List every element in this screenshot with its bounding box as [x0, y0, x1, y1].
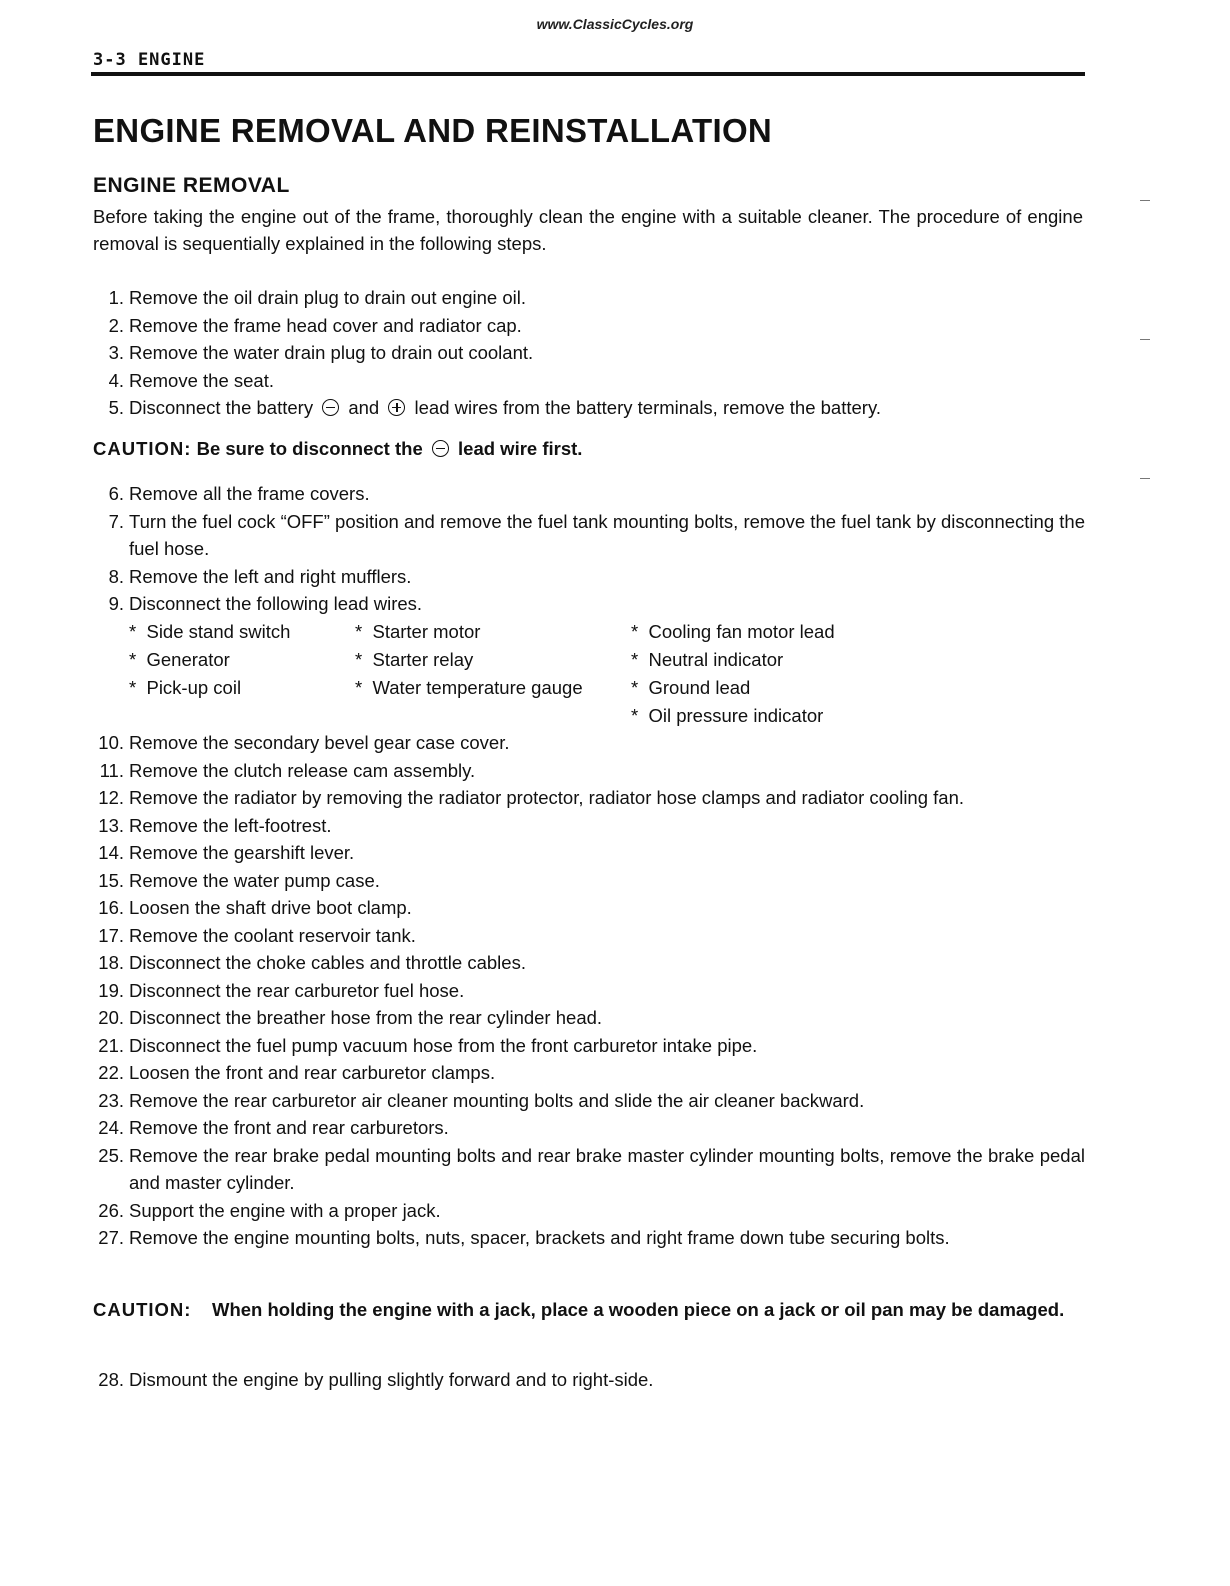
- step-number: 27.: [98, 1227, 124, 1248]
- steps-list-b: [93, 480, 1085, 618]
- source-url: www.ClassicCycles.org: [536, 16, 694, 32]
- step-text: and: [348, 397, 380, 418]
- list-item: [93, 284, 1085, 312]
- step-text: Remove the left-footrest.: [129, 814, 332, 836]
- step-number: 20.: [98, 1007, 124, 1028]
- step-number: 25.: [98, 1144, 124, 1166]
- lead-wire-column: [129, 618, 290, 702]
- section-label: 3-3 ENGINE: [93, 50, 206, 70]
- lead-wire-item: * Water temperature gauge: [355, 674, 583, 702]
- list-item: [93, 922, 1085, 950]
- lead-wire-column: [631, 618, 835, 730]
- caution-text: lead wire first.: [458, 438, 583, 459]
- intro-paragraph: Before taking the engine out of the frame, thoroughly clean the engine with a suitable cleaner. The procedure of engine removal is sequentially explained in the following steps.: [93, 206, 1083, 254]
- caution-label: CAUTION:: [93, 1299, 192, 1320]
- step-number: 28.: [98, 1369, 124, 1390]
- step-text: Remove the water drain plug to drain out coolant.: [129, 342, 534, 363]
- list-item: [93, 1004, 1085, 1032]
- step-text: Remove the rear brake pedal mounting bolts and rear brake master cylinder mounting bolts, remove the brake pedal and master cylinder.: [129, 1144, 1085, 1193]
- step-text: Disconnect the battery: [129, 397, 314, 418]
- list-item: [93, 508, 1085, 563]
- step-text: Remove the frame head cover and radiator cap.: [129, 314, 522, 336]
- page-title: ENGINE REMOVAL AND REINSTALLATION: [93, 112, 773, 149]
- step-number: 22.: [98, 1062, 124, 1083]
- step-text: Disconnect the breather hose from the rear cylinder head.: [129, 1007, 603, 1028]
- step-text: lead wires from the battery terminals, remove the battery.: [414, 397, 881, 418]
- list-item: [93, 1114, 1085, 1142]
- list-item: [93, 729, 1085, 757]
- step-number: 4.: [108, 369, 124, 391]
- steps-list-d: [93, 1366, 1085, 1394]
- step-text: Loosen the front and rear carburetor clamps.: [129, 1062, 496, 1083]
- step-text: Disconnect the rear carburetor fuel hose.: [129, 979, 465, 1001]
- section-subtitle: ENGINE REMOVAL: [93, 174, 290, 197]
- list-item: [93, 394, 1085, 422]
- step-number: 14.: [98, 842, 124, 863]
- list-item: [93, 894, 1085, 922]
- step-text: Remove the gearshift lever.: [129, 842, 355, 863]
- lead-wire-item: * Starter motor: [355, 618, 583, 646]
- step-number: 13.: [98, 814, 124, 836]
- step-text: Remove the rear carburetor air cleaner mounting bolts and slide the air cleaner backward.: [129, 1089, 865, 1111]
- margin-mark: [1140, 478, 1150, 479]
- list-item: [93, 784, 1085, 812]
- caution-note: [93, 1296, 1085, 1323]
- lead-wire-item: * Ground lead: [631, 674, 835, 702]
- minus-terminal-icon: [432, 440, 449, 457]
- step-number: 12.: [98, 787, 124, 808]
- list-item: [93, 1032, 1085, 1060]
- list-item: [93, 757, 1085, 785]
- lead-wire-item: * Side stand switch: [129, 618, 290, 646]
- list-item: [93, 590, 1085, 618]
- list-item: [93, 563, 1085, 591]
- steps-list-c: [93, 729, 1085, 1252]
- lead-wire-item: * Oil pressure indicator: [631, 702, 835, 730]
- step-number: 11.: [99, 759, 124, 781]
- caution-label: CAUTION:: [93, 438, 192, 459]
- step-number: 3.: [108, 342, 124, 363]
- step-text: Remove the engine mounting bolts, nuts, spacer, brackets and right frame down tube securing bolts.: [129, 1227, 950, 1248]
- margin-mark: [1140, 200, 1150, 201]
- step-text: Turn the fuel cock “OFF” position and remove the fuel tank mounting bolts, remove the fuel tank by disconnecting the fuel hose.: [129, 510, 1085, 559]
- step-number: 7.: [108, 510, 124, 532]
- step-number: 15.: [98, 869, 124, 891]
- step-text: Remove the clutch release cam assembly.: [129, 759, 476, 781]
- list-item: [93, 367, 1085, 395]
- list-item: [93, 1087, 1085, 1115]
- step-text: Remove the left and right mufflers.: [129, 565, 412, 587]
- list-item: [93, 977, 1085, 1005]
- caution-note: [93, 438, 1085, 460]
- step-text: Disconnect the following lead wires.: [129, 593, 423, 614]
- list-item: [93, 1142, 1085, 1197]
- caution-text: Be sure to disconnect the: [196, 438, 423, 459]
- step-number: 10.: [98, 732, 124, 753]
- list-item: [93, 1366, 1085, 1394]
- step-text: Remove the seat.: [129, 369, 274, 391]
- step-text: Remove the secondary bevel gear case cover.: [129, 732, 510, 753]
- step-text: Remove the water pump case.: [129, 869, 380, 891]
- step-number: 26.: [98, 1199, 124, 1221]
- step-number: 6.: [108, 483, 124, 504]
- list-item: [93, 949, 1085, 977]
- step-text: Remove the front and rear carburetors.: [129, 1117, 449, 1138]
- step-number: 8.: [108, 565, 124, 587]
- list-item: [93, 312, 1085, 340]
- list-item: [93, 1224, 1085, 1252]
- step-text: Remove all the frame covers.: [129, 483, 370, 504]
- step-number: 5.: [108, 397, 124, 418]
- step-number: 18.: [98, 952, 124, 973]
- step-number: 17.: [98, 924, 124, 946]
- list-item: [93, 1197, 1085, 1225]
- list-item: [93, 839, 1085, 867]
- header-rule: [91, 72, 1085, 76]
- step-number: 1.: [108, 287, 124, 308]
- lead-wire-item: * Neutral indicator: [631, 646, 835, 674]
- lead-wire-item: * Pick-up coil: [129, 674, 290, 702]
- step-text: Remove the oil drain plug to drain out engine oil.: [129, 287, 526, 308]
- step-text: Disconnect the choke cables and throttle cables.: [129, 952, 526, 973]
- lead-wire-item: * Starter relay: [355, 646, 583, 674]
- step-number: 2.: [108, 314, 124, 336]
- step-text: Remove the coolant reservoir tank.: [129, 924, 416, 946]
- minus-terminal-icon: [322, 399, 339, 416]
- step-number: 24.: [98, 1117, 124, 1138]
- list-item: [93, 1059, 1085, 1087]
- margin-mark: [1140, 339, 1150, 340]
- step-text: Loosen the shaft drive boot clamp.: [129, 897, 412, 918]
- steps-list-a: [93, 284, 1085, 422]
- list-item: [93, 339, 1085, 367]
- step-text: Dismount the engine by pulling slightly forward and to right-side.: [129, 1369, 654, 1390]
- lead-wire-item: * Generator: [129, 646, 290, 674]
- step-text: Remove the radiator by removing the radiator protector, radiator hose clamps and radiator cooling fan.: [129, 787, 965, 808]
- list-item: [93, 867, 1085, 895]
- step-number: 16.: [98, 897, 124, 918]
- step-number: 19.: [98, 979, 124, 1001]
- lead-wire-item: * Cooling fan motor lead: [631, 618, 835, 646]
- caution-text-body: When holding the engine with a jack, place a wooden piece on a jack or oil pan may be damaged.: [212, 1299, 1065, 1320]
- caution-text: [93, 1296, 1085, 1323]
- step-number: 9.: [108, 593, 124, 614]
- list-item: [93, 480, 1085, 508]
- step-number: 21.: [98, 1034, 124, 1056]
- step-text: Disconnect the fuel pump vacuum hose from the front carburetor intake pipe.: [129, 1034, 758, 1056]
- lead-wire-column: [355, 618, 583, 702]
- step-text: Support the engine with a proper jack.: [129, 1199, 441, 1221]
- step-number: 23.: [98, 1089, 124, 1111]
- list-item: [93, 812, 1085, 840]
- plus-terminal-icon: [388, 399, 405, 416]
